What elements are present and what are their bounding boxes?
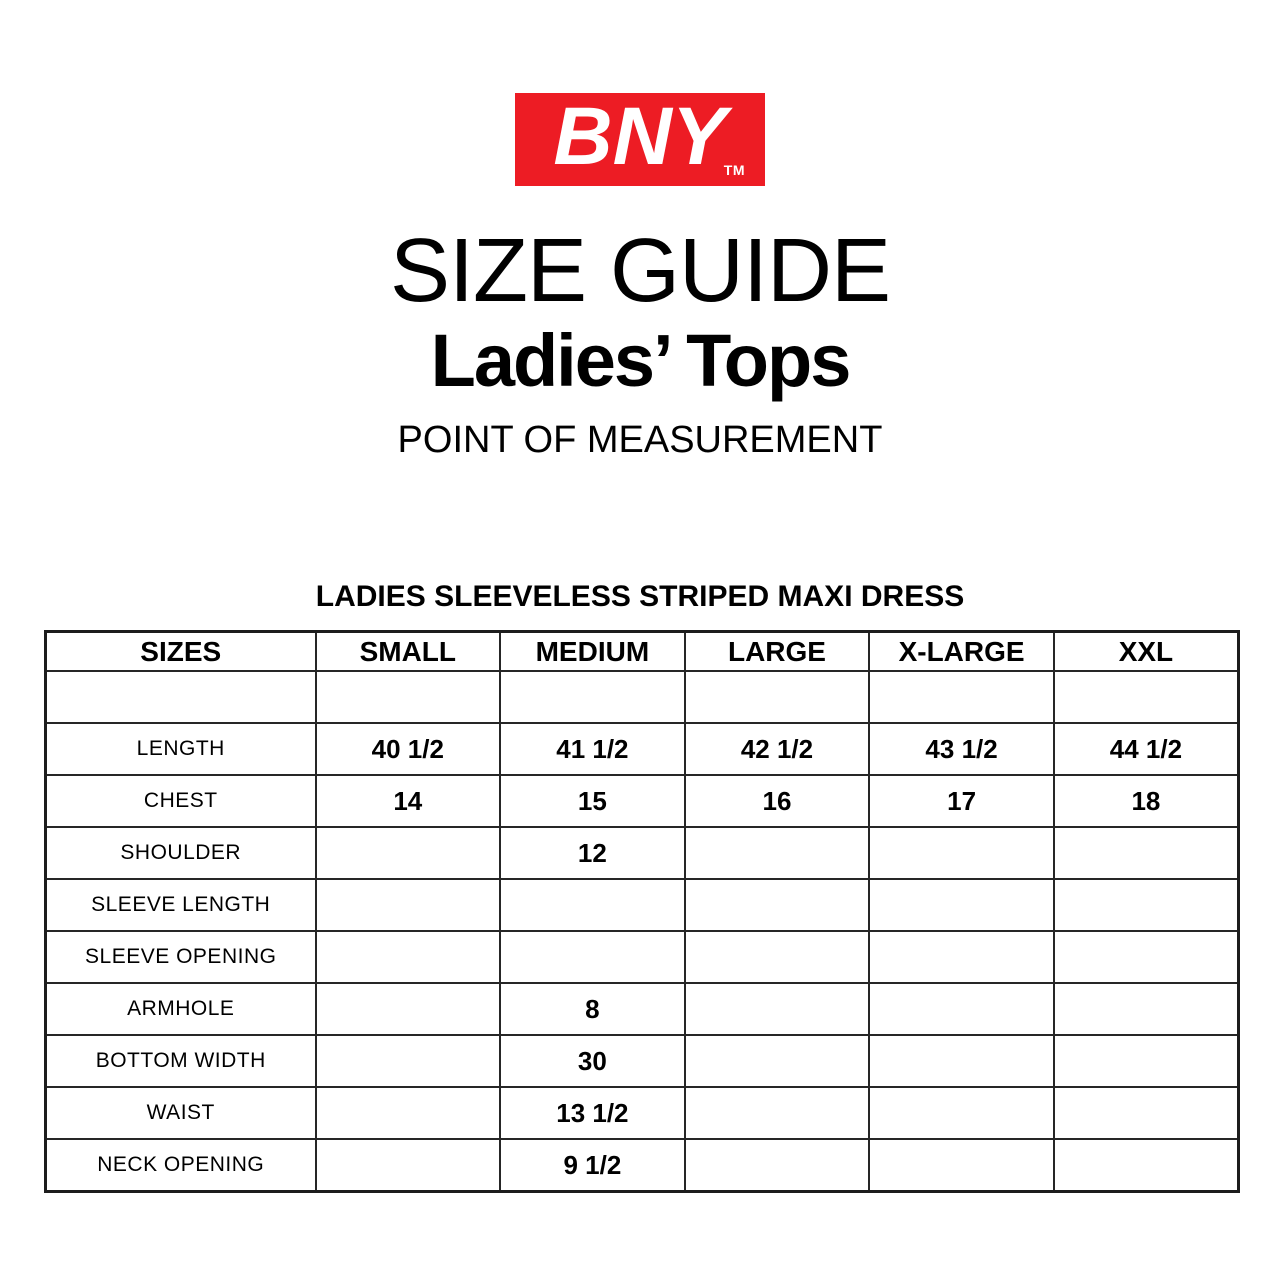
- cell-value: [869, 1035, 1054, 1087]
- table-row: [46, 671, 1239, 723]
- cell-value: 42 1/2: [685, 723, 870, 775]
- cell-value: [685, 983, 870, 1035]
- cell-value: [316, 983, 501, 1035]
- cell-value: [685, 1087, 870, 1139]
- table-header: [46, 632, 1239, 672]
- cell-value: [500, 879, 685, 931]
- cell-value: [316, 1087, 501, 1139]
- cell-value: [869, 983, 1054, 1035]
- cell-value: [316, 1035, 501, 1087]
- cell-value: 14: [316, 775, 501, 827]
- cell-value: [316, 1139, 501, 1192]
- row-label: CHEST: [46, 775, 316, 827]
- cell-value: 12: [500, 827, 685, 879]
- cell-value: [1054, 983, 1239, 1035]
- cell-value: 40 1/2: [316, 723, 501, 775]
- cell-value: [685, 827, 870, 879]
- cell-value: [1054, 827, 1239, 879]
- page-subtitle: Ladies’ Tops: [430, 319, 850, 402]
- row-label: [46, 671, 316, 723]
- cell-value: 41 1/2: [500, 723, 685, 775]
- column-header-medium: MEDIUM: [500, 632, 685, 672]
- cell-value: 8: [500, 983, 685, 1035]
- row-label: BOTTOM WIDTH: [46, 1035, 316, 1087]
- cell-value: [316, 931, 501, 983]
- table-row: [46, 983, 1239, 1035]
- row-label: NECK OPENING: [46, 1139, 316, 1192]
- table-row: [46, 879, 1239, 931]
- table-row: [46, 723, 1239, 775]
- cell-value: [316, 827, 501, 879]
- cell-value: [869, 1087, 1054, 1139]
- product-name-title: LADIES SLEEVELESS STRIPED MAXI DRESS: [315, 580, 965, 613]
- table-row: [46, 1035, 1239, 1087]
- cell-value: 16: [685, 775, 870, 827]
- column-header-small: SMALL: [316, 632, 501, 672]
- cell-value: [869, 1139, 1054, 1192]
- row-label: LENGTH: [46, 723, 316, 775]
- cell-value: [685, 671, 870, 723]
- cell-value: [685, 879, 870, 931]
- column-header-xxl: XXL: [1054, 632, 1239, 672]
- cell-value: [1054, 879, 1239, 931]
- cell-value: [869, 827, 1054, 879]
- cell-value: [869, 879, 1054, 931]
- cell-value: 18: [1054, 775, 1239, 827]
- row-label: SLEEVE OPENING: [46, 931, 316, 983]
- cell-value: 15: [500, 775, 685, 827]
- brand-logo-text: BNY: [553, 90, 727, 182]
- column-header-sizes: SIZES: [46, 632, 316, 672]
- cell-value: [1054, 931, 1239, 983]
- cell-value: 9 1/2: [500, 1139, 685, 1192]
- table-row: [46, 1139, 1239, 1192]
- table-body: [46, 671, 1239, 1192]
- point-of-measurement-label: POINT OF MEASUREMENT: [397, 419, 883, 461]
- cell-value: [500, 671, 685, 723]
- table-row: [46, 1087, 1239, 1139]
- cell-value: [685, 931, 870, 983]
- table-row: [46, 775, 1239, 827]
- cell-value: [869, 931, 1054, 983]
- column-header-xlarge: X-LARGE: [869, 632, 1054, 672]
- cell-value: [869, 671, 1054, 723]
- cell-value: 13 1/2: [500, 1087, 685, 1139]
- trademark-symbol: TM: [723, 162, 745, 178]
- cell-value: [316, 671, 501, 723]
- table-row: [46, 931, 1239, 983]
- row-label: SHOULDER: [46, 827, 316, 879]
- brand-logo: [515, 90, 765, 186]
- size-measurement-table: [44, 630, 1240, 1193]
- page-title: SIZE GUIDE: [389, 221, 891, 321]
- cell-value: [316, 879, 501, 931]
- row-label: WAIST: [46, 1087, 316, 1139]
- cell-value: 43 1/2: [869, 723, 1054, 775]
- cell-value: [1054, 671, 1239, 723]
- cell-value: [1054, 1139, 1239, 1192]
- table-row: [46, 827, 1239, 879]
- cell-value: 30: [500, 1035, 685, 1087]
- cell-value: [685, 1035, 870, 1087]
- cell-value: [1054, 1035, 1239, 1087]
- column-header-large: LARGE: [685, 632, 870, 672]
- row-label: SLEEVE LENGTH: [46, 879, 316, 931]
- header-row: [46, 632, 1239, 672]
- cell-value: [1054, 1087, 1239, 1139]
- cell-value: [685, 1139, 870, 1192]
- cell-value: [500, 931, 685, 983]
- cell-value: 44 1/2: [1054, 723, 1239, 775]
- row-label: ARMHOLE: [46, 983, 316, 1035]
- cell-value: 17: [869, 775, 1054, 827]
